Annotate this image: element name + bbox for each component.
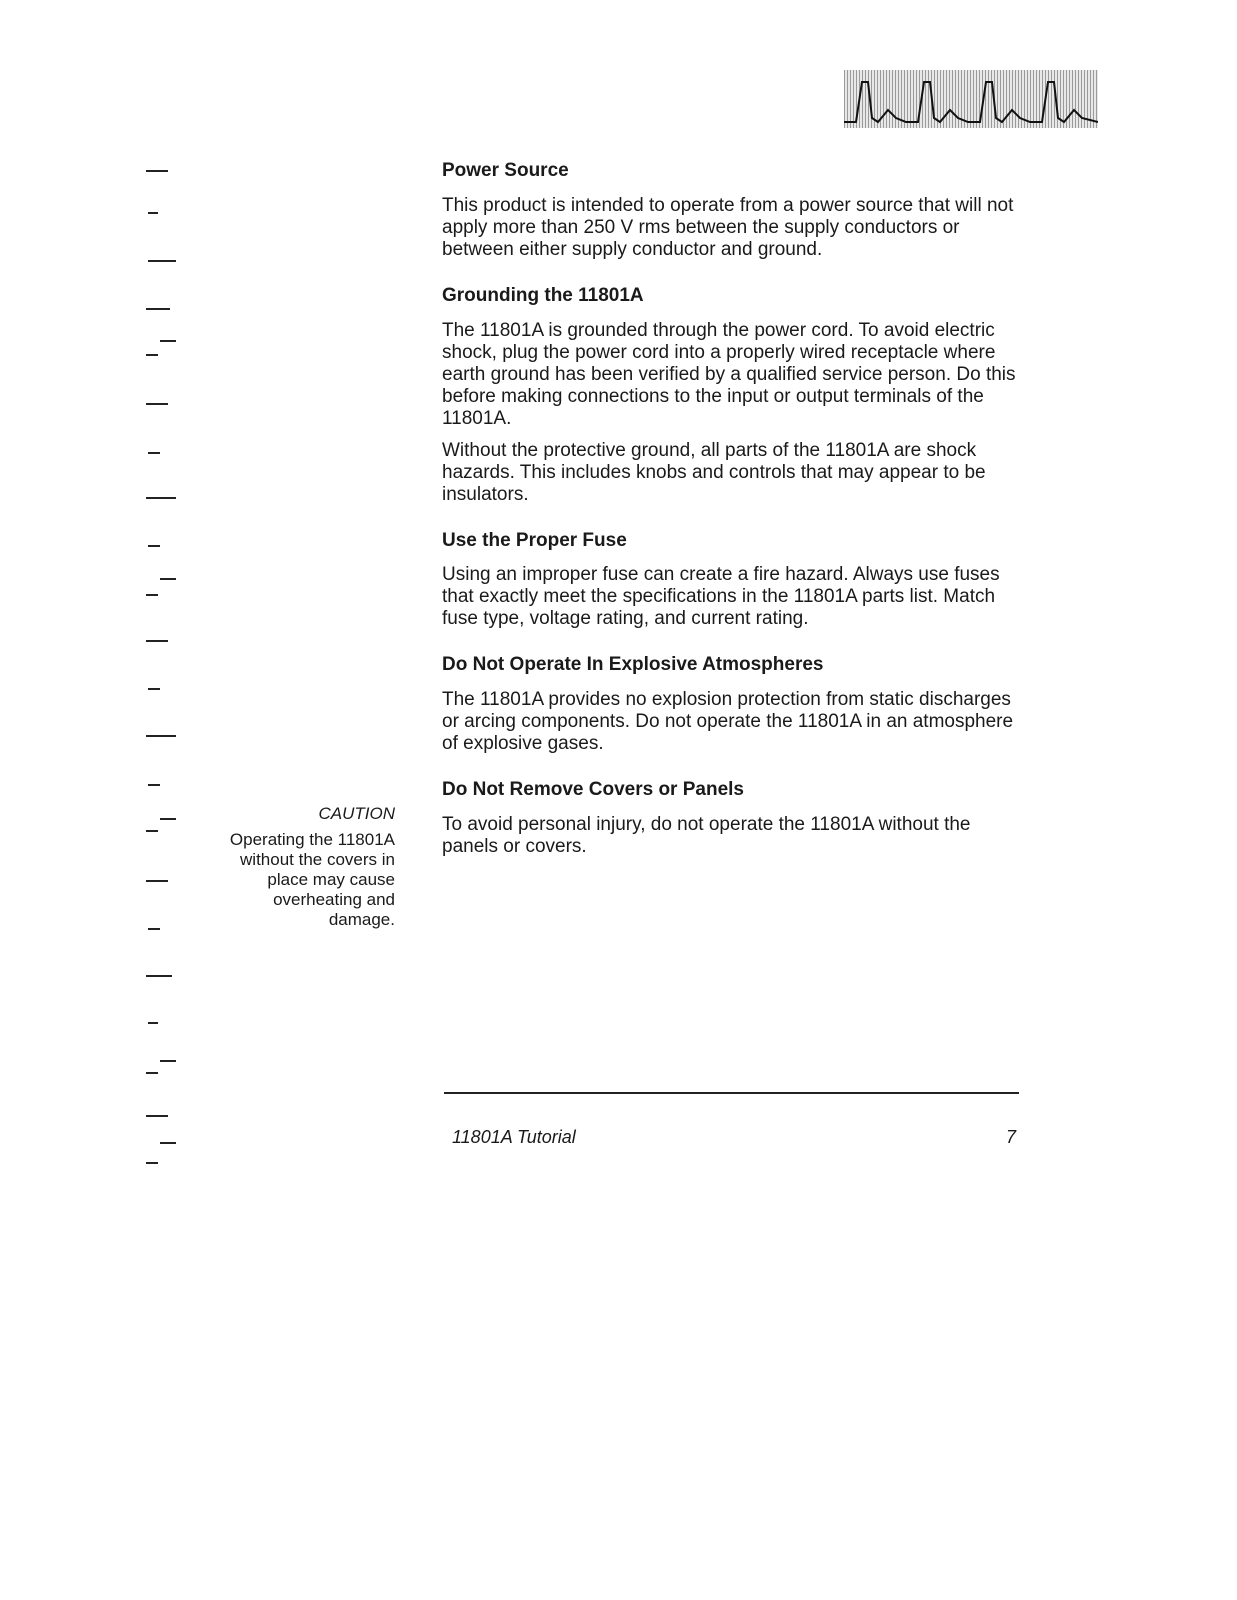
- section-paragraph: To avoid personal injury, do not operate the 11801A without the panels or covers.: [442, 813, 971, 857]
- footer-divider: [444, 1092, 1019, 1094]
- main-content: [442, 160, 1022, 882]
- section-heading: Grounding the 11801A: [442, 284, 644, 306]
- section-paragraph: The 11801A is grounded through the power cord. To avoid electric shock, plug the power cord into a properly wired receptacle where earth ground has been verified by a qualified service person. Do this before making connections to the input or output terminals of the 11801A.: [442, 319, 1016, 429]
- section-power-source: [442, 160, 1022, 261]
- section-paragraph: Without the protective ground, all parts of the 11801A are shock hazards. This includes knobs and controls that may appear to be insulators.: [442, 439, 986, 505]
- section-heading: Do Not Remove Covers or Panels: [442, 779, 744, 801]
- section-paragraph: This product is intended to operate from a power source that will not apply more than 250 V rms between the supply conductors or between either supply conductor and ground.: [442, 194, 1014, 260]
- page-number: 7: [1006, 1127, 1017, 1147]
- footer-title: 11801A Tutorial: [452, 1127, 576, 1147]
- section-paragraph: Using an improper fuse can create a fire hazard. Always use fuses that exactly meet the specifications in the 11801A parts list. Match fuse type, voltage rating, and current rating.: [442, 564, 1000, 630]
- section-paragraph: The 11801A provides no explosion protection from static discharges or arcing components. Do not operate the 11801A in an atmosphere of explosive gases.: [442, 689, 1014, 755]
- caution-note: [205, 804, 395, 930]
- section-heading: Power Source: [442, 160, 569, 181]
- caution-text: Operating the 11801A without the covers in place may cause overheating and damage.: [229, 830, 395, 929]
- waveform-logo: [844, 70, 1098, 128]
- section-grounding: [442, 285, 1022, 506]
- caution-title: CAUTION: [318, 804, 395, 823]
- waveform-icon: [844, 70, 1098, 128]
- section-proper-fuse: [442, 530, 1022, 631]
- section-heading: Do Not Operate In Explosive Atmospheres: [442, 654, 824, 676]
- section-explosive-atmospheres: [442, 654, 1022, 755]
- section-covers-panels: [442, 779, 1022, 858]
- section-heading: Use the Proper Fuse: [442, 529, 627, 551]
